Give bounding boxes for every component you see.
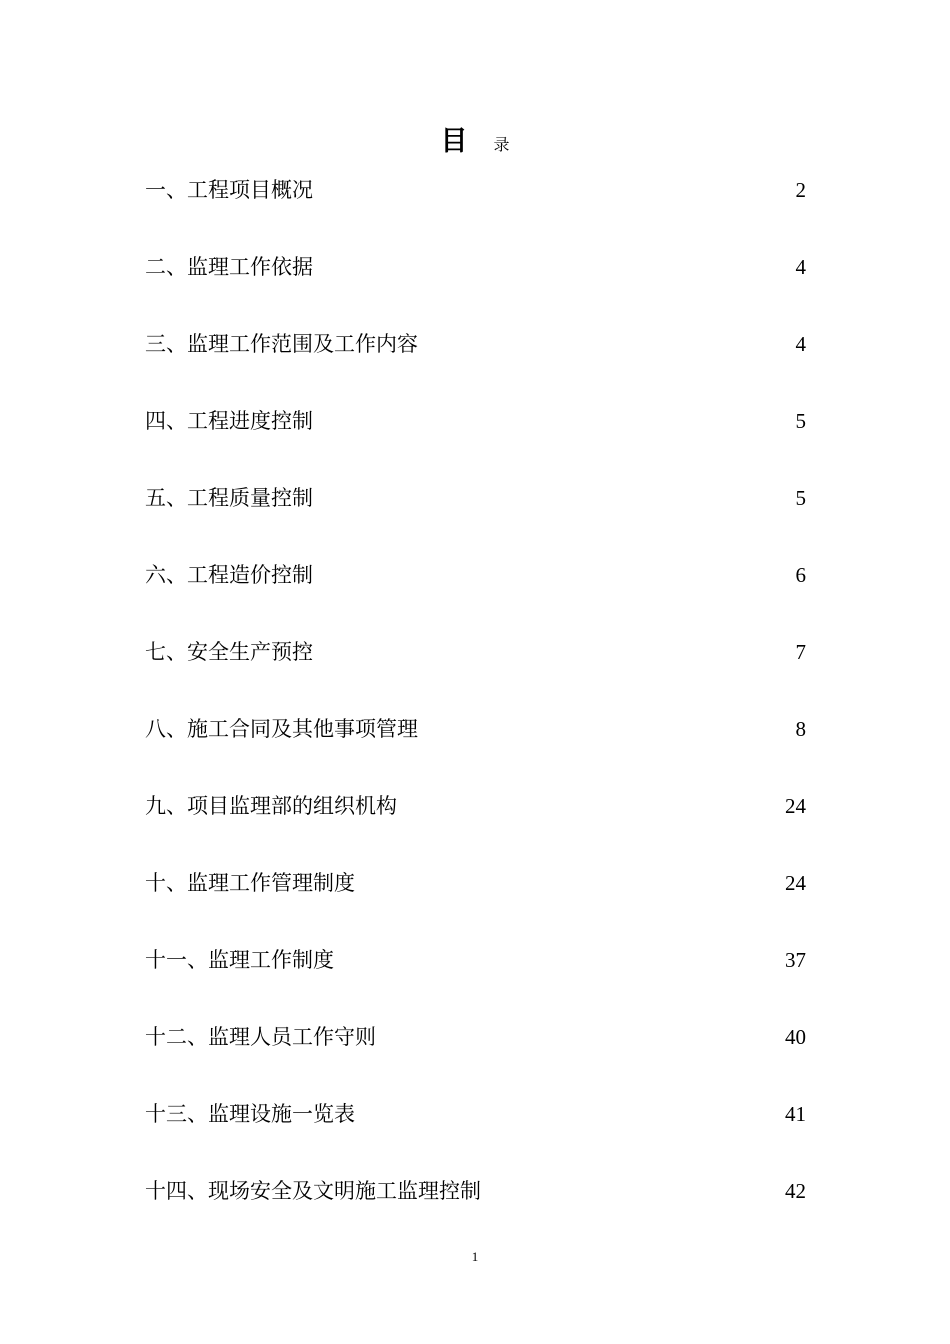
toc-entry-page: 37 (785, 948, 806, 972)
toc-entry (145, 632, 806, 709)
page-number: 1 (471, 1249, 479, 1264)
toc-entry-page: 4 (795, 255, 806, 279)
toc-title-main: 目 (440, 126, 468, 157)
toc-entry (145, 401, 806, 478)
toc-entry-page: 40 (785, 1025, 806, 1049)
toc-entry-page: 5 (795, 486, 806, 510)
toc-entry (145, 863, 806, 940)
toc-entry-label: 十一、监理工作制度 (145, 948, 334, 972)
toc-entry (145, 555, 806, 632)
toc-title-sub: 录 (493, 135, 510, 154)
toc-entry-page: 7 (795, 640, 806, 664)
toc-entry-page: 5 (795, 409, 806, 433)
toc-entry (145, 324, 806, 401)
toc-entry (145, 1017, 806, 1094)
toc-entry-label: 二、监理工作依据 (145, 255, 313, 279)
toc-entry (145, 247, 806, 324)
toc-entry-label: 九、项目监理部的组织机构 (145, 794, 397, 818)
toc-entry-page: 41 (785, 1102, 806, 1126)
toc-entry-label: 十、监理工作管理制度 (145, 871, 355, 895)
toc-entry-label: 五、工程质量控制 (145, 486, 313, 510)
toc-entry (145, 1094, 806, 1171)
toc-entry-page: 24 (785, 871, 806, 895)
toc-list (145, 170, 806, 1248)
toc-entry (145, 709, 806, 786)
toc-entry-label: 六、工程造价控制 (145, 563, 313, 587)
toc-entry (145, 940, 806, 1017)
toc-entry-page: 42 (785, 1179, 806, 1203)
toc-entry-label: 八、施工合同及其他事项管理 (145, 717, 418, 741)
toc-entry-page: 24 (785, 794, 806, 818)
toc-entry (145, 478, 806, 555)
toc-entry-page: 2 (795, 178, 806, 202)
toc-entry-label: 十三、监理设施一览表 (145, 1102, 355, 1126)
toc-entry-label: 七、安全生产预控 (145, 640, 313, 664)
toc-entry-page: 6 (795, 563, 806, 587)
toc-entry-label: 十二、监理人员工作守则 (145, 1025, 376, 1049)
toc-entry-page: 8 (795, 717, 806, 741)
toc-entry (145, 170, 806, 247)
toc-entry-page: 4 (795, 332, 806, 356)
toc-entry-label: 四、工程进度控制 (145, 409, 313, 433)
toc-entry (145, 1171, 806, 1248)
toc-entry (145, 786, 806, 863)
toc-title (0, 124, 950, 163)
toc-entry-label: 一、工程项目概况 (145, 178, 313, 202)
toc-entry-label: 三、监理工作范围及工作内容 (145, 332, 418, 356)
toc-entry-label: 十四、现场安全及文明施工监理控制 (145, 1179, 481, 1203)
